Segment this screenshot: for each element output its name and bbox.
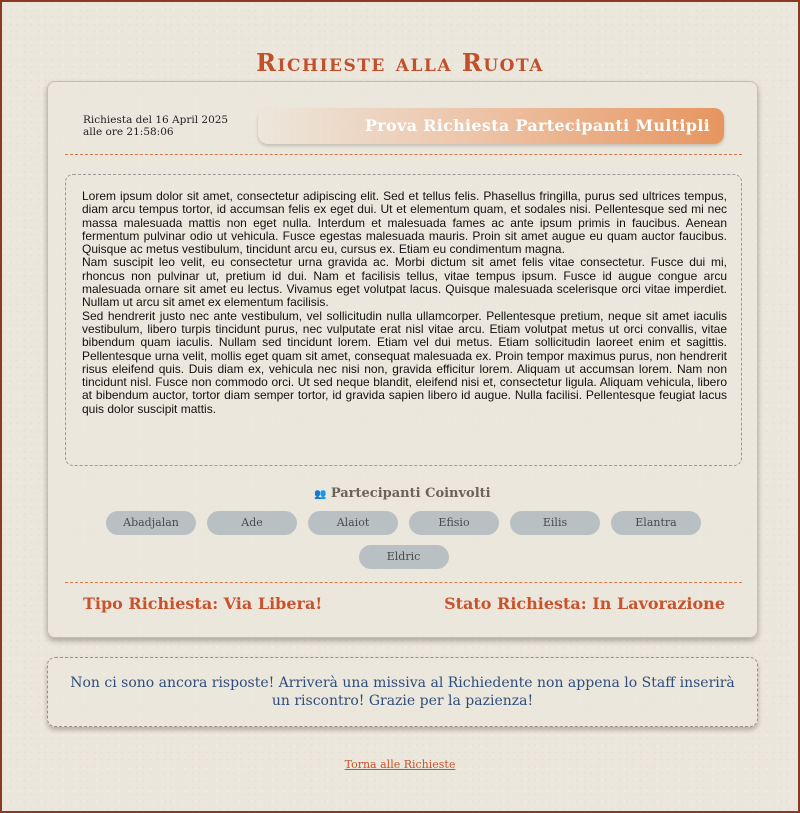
participants-heading-label: Partecipanti Coinvolti [330,486,491,501]
divider [65,154,742,155]
request-title: Prova Richiesta Partecipanti Multipli [258,108,724,144]
body-paragraph: Sed hendrerit justo nec ante vestibulum, vel sollicitudin nulla ullamcorper. Pellentesque pretium, neque sit amet iaculis vestibulum, libero turpis tincidunt purus, nec vulputate erat nisl vitae arcu. Etiam volutpat metus ut orci convallis, vitae bibendum quam iaculis. Nullam sed tincidunt lorem. Etiam vel dui metus. Etiam sollicitudin laoreet enim et sagittis. Pellentesque urna velit, mollis eget quam sit amet, consequat malesuada ex. Proin tempor maximus purus, non hendrerit risus eleifend quis. Duis diam ex, vehicula nec nisi non, gravida efficitur lorem. Aliquam ut accumsan lorem. Nam non tincidunt nisl. Fusce non commodo orci. Ut sed neque blandit, eleifend nisi et, consectetur ligula. Aliquam vehicula, libero at bibendum auctor, tortor diam semper tortor, id gravida sapien libero id augue. Nulla facilisi. Pellentesque feugiat lacus quis dolor suscipit mattis. [82,308,727,416]
request-time: alle ore 21:58:06 [83,126,174,138]
participant-chip[interactable]: Elantra [611,511,701,535]
back-to-requests-link[interactable]: Torna alle Richieste [344,758,456,771]
participants-heading [48,486,757,501]
body-paragraph: Nam suscipit leo velit, eu consectetur urna gravida ac. Morbi dictum sit amet felis vitae consectetur. Fusce dui mi, rhoncus non pulvinar ut, pretium id dui. Nam et facilisis tellus, vitae tempus ipsum. Fusce id augue congue arcu malesuada ornare sit amet eu lectus. Vivamus eget volutpat lacus. Quisque malesuada scelerisque orci vitae imperdiet. Nullam ut arcu sit amet ex elementum facilisis. [82,255,727,310]
page-title: Richieste alla Ruota [256,48,544,78]
participant-chip[interactable]: Ade [207,511,297,535]
participant-chip[interactable]: Abadjalan [106,511,196,535]
divider [65,582,742,583]
status-row [83,594,725,613]
request-meta [83,114,228,138]
participant-chip[interactable]: Eldric [359,545,449,569]
back-link-container [2,758,798,771]
participant-chip[interactable]: Alaiot [308,511,398,535]
participant-chip[interactable]: Eilis [510,511,600,535]
body-paragraph: Lorem ipsum dolor sit amet, consectetur adipiscing elit. Sed et tellus felis. Phasellus fringilla, purus sed ultrices tempus, diam arcu tempus tortor, id accumsan felis ex eget dui. Ut et elementum quam, et sodales nisi. Pellentesque sed mi nec massa malesuada mattis non eget nulla. Interdum et malesuada fames ac ante ipsum primis in faucibus. Aenean fermentum pulvinar odio ut vehicula. Fusce egestas malesuada mauris. Proin sit amet augue eu quam auctor faucibus. Quisque ac metus vestibulum, tincidunt arcu eu, cursus ex. Etiam eu condimentum magna. [82,189,727,257]
request-body [65,174,742,466]
request-status: Stato Richiesta: In Lavorazione [444,594,725,613]
responses-notice [47,657,758,727]
request-date: Richiesta del 16 April 2025 [83,114,229,126]
participant-chip[interactable]: Efisio [409,511,499,535]
request-card [47,81,758,638]
responses-empty-message: Non ci sono ancora risposte! Arriverà una missiva al Richiedente non appena lo Staff inserirà un riscontro! Grazie per la pazienza! [70,675,735,709]
request-type: Tipo Richiesta: Via Libera! [83,594,323,613]
people-icon: 👥 [314,489,327,500]
participants-list [98,511,709,569]
